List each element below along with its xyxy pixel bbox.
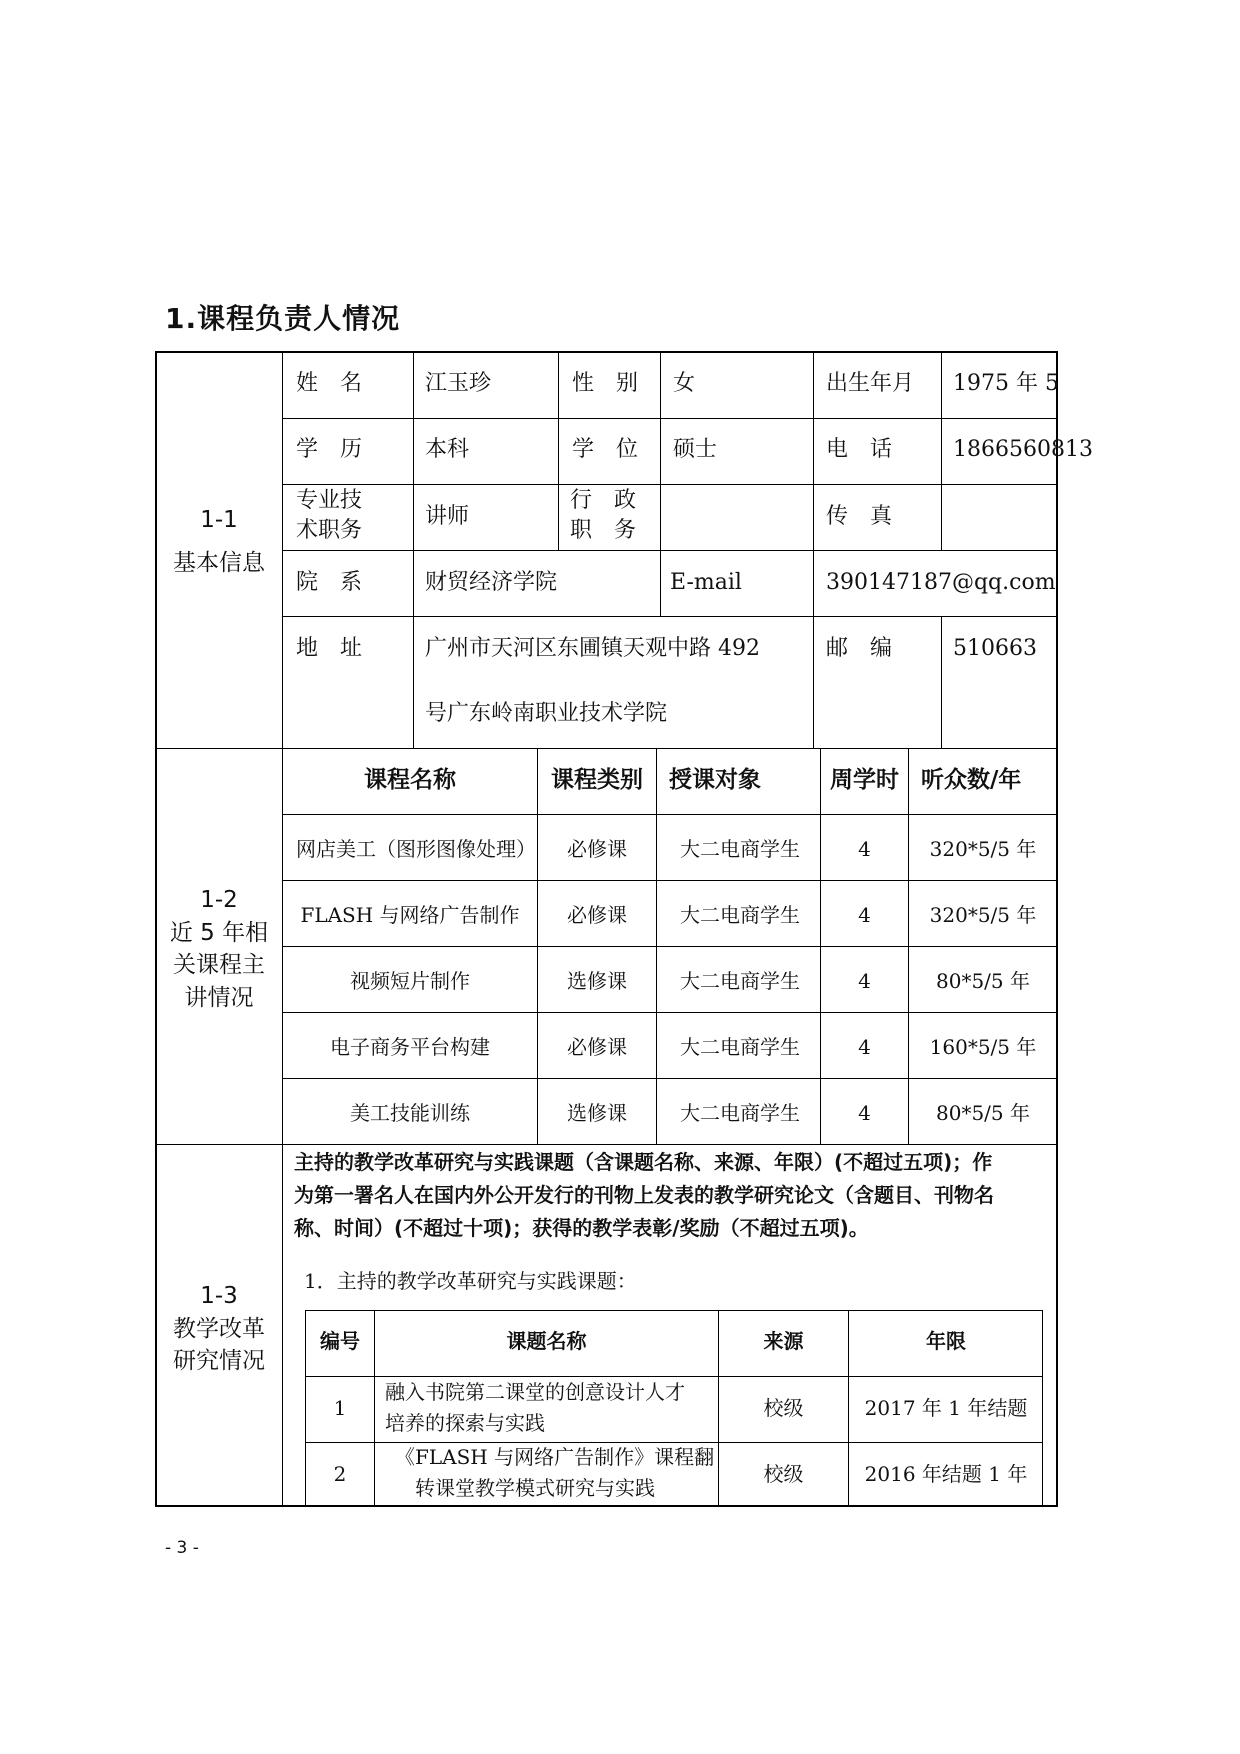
email-label: E-mail: [670, 570, 742, 595]
zip-label: 邮 编: [826, 636, 893, 661]
section-title-line: 讲情况: [184, 984, 254, 1011]
weekly-hours: 4: [858, 837, 871, 861]
column-header: 来源: [763, 1329, 804, 1353]
course-name: 视频短片制作: [350, 969, 470, 993]
course-type: 必修课: [567, 1035, 627, 1059]
education-value: 本科: [425, 437, 470, 462]
degree-value: 硕士: [673, 437, 718, 462]
project-years: 2017 年 1 年结题: [864, 1396, 1028, 1420]
project-source: 校级: [763, 1462, 804, 1486]
title-label-line2: 术职务: [296, 518, 363, 543]
divider: [156, 1144, 1057, 1145]
divider: [282, 814, 1057, 815]
project-name-line1: 融入书院第二课堂的创意设计人才: [385, 1380, 685, 1404]
section-title-line: 关课程主: [173, 952, 265, 979]
column-header: 授课对象: [669, 767, 761, 793]
section-title-line: 教学改革: [173, 1315, 265, 1342]
section-title-line: 近 5 年相: [169, 919, 269, 946]
project-source: 校级: [763, 1396, 804, 1420]
section-label-1-2: [158, 884, 280, 1015]
department-value: 财贸经济学院: [425, 570, 558, 595]
column-header: 课题名称: [506, 1329, 587, 1353]
admin-label-line1: 行 政: [570, 488, 637, 513]
section-number: 1-1: [200, 507, 238, 533]
weekly-hours: 4: [858, 1035, 871, 1059]
weekly-hours: 4: [858, 1101, 871, 1125]
name-label: 姓 名: [296, 371, 363, 396]
section-title-line: 研究情况: [173, 1348, 265, 1375]
title-value: 讲师: [425, 504, 470, 529]
course-audience: 大二电商学生: [680, 969, 800, 993]
divider: [282, 946, 1057, 947]
divider: [282, 1012, 1057, 1013]
project-name-line1: 《FLASH 与网络广告制作》课程翻: [395, 1445, 715, 1469]
audience-count: 320*5/5 年: [929, 837, 1037, 861]
course-type: 必修课: [567, 837, 627, 861]
zip-value: 510663: [953, 636, 1037, 661]
project-name-line2: 转课堂教学模式研究与实践: [415, 1476, 655, 1500]
column-header: 课程类别: [551, 767, 643, 793]
birth-value: 1975 年 5: [953, 371, 1059, 396]
project-name-line2: 培养的探索与实践: [385, 1411, 545, 1435]
course-audience: 大二电商学生: [680, 1101, 800, 1125]
divider: [660, 352, 661, 616]
divider: [305, 1376, 1043, 1377]
column-header: 听众数/年: [921, 767, 1022, 793]
column-header: 年限: [926, 1329, 966, 1353]
divider: [282, 1078, 1057, 1079]
phone-label: 电 话: [826, 437, 893, 462]
instruction-line: 主持的教学改革研究与实践课题（含课题名称、来源、年限）(不超过五项)；作: [294, 1150, 993, 1174]
divider: [558, 352, 559, 550]
phone-value: 1866560813: [953, 437, 1093, 462]
name-value: 江玉珍: [425, 371, 492, 396]
weekly-hours: 4: [858, 903, 871, 927]
project-number: 2: [333, 1462, 347, 1486]
audience-count: 160*5/5 年: [929, 1035, 1037, 1059]
course-audience: 大二电商学生: [680, 903, 800, 927]
birth-label: 出生年月: [826, 371, 915, 396]
divider: [941, 616, 942, 748]
course-type: 选修课: [567, 969, 627, 993]
divider: [282, 352, 283, 1506]
department-label: 院 系: [296, 570, 363, 595]
divider: [156, 748, 1057, 749]
section-label-1-3: [158, 1280, 280, 1378]
section-heading: 1.课程负责人情况: [165, 302, 401, 335]
column-header: 周学时: [830, 767, 899, 793]
section-title: 基本信息: [173, 549, 265, 576]
section-label-1-1: [158, 504, 280, 579]
weekly-hours: 4: [858, 969, 871, 993]
title-label-line1: 专业技: [296, 488, 363, 513]
course-name: FLASH 与网络广告制作: [300, 903, 520, 927]
education-label: 学 历: [296, 437, 363, 462]
gender-value: 女: [673, 371, 696, 396]
course-name: 电子商务平台构建: [330, 1035, 490, 1059]
course-type: 必修课: [567, 903, 627, 927]
address-label: 地 址: [296, 636, 363, 661]
divider: [656, 748, 657, 1144]
divider: [820, 748, 821, 1144]
page-number: - 3 -: [165, 1538, 199, 1558]
divider: [813, 352, 814, 748]
course-name: 美工技能训练: [350, 1101, 470, 1125]
divider: [282, 880, 1057, 881]
divider: [282, 550, 1057, 551]
gender-label: 性 别: [572, 371, 639, 396]
course-audience: 大二电商学生: [680, 1035, 800, 1059]
section-number: 1-3: [200, 1283, 238, 1309]
email-value: 390147187@qq.com: [826, 570, 1056, 595]
fax-label: 传 真: [826, 504, 893, 529]
audience-count: 80*5/5 年: [936, 969, 1030, 993]
course-type: 选修课: [567, 1101, 627, 1125]
section-number: 1-2: [200, 887, 238, 913]
audience-count: 80*5/5 年: [936, 1101, 1030, 1125]
divider: [537, 748, 538, 1144]
admin-label-line2: 职 务: [570, 518, 637, 543]
divider: [908, 748, 909, 1144]
address-line2: 号广东岭南职业技术学院: [425, 701, 668, 726]
degree-label: 学 位: [572, 437, 639, 462]
course-name: 网店美工（图形图像处理）: [296, 837, 536, 861]
course-audience: 大二电商学生: [680, 837, 800, 861]
divider: [941, 352, 942, 550]
divider: [413, 352, 414, 748]
project-years: 2016 年结题 1 年: [864, 1462, 1028, 1486]
project-number: 1: [333, 1396, 347, 1420]
instruction-line: 为第一署名人在国内外公开发行的刊物上发表的教学研究论文（含题目、刊物名: [294, 1183, 994, 1207]
sub-heading: 1．主持的教学改革研究与实践课题：: [304, 1269, 637, 1293]
address-line1: 广州市天河区东圃镇天观中路 492: [425, 636, 760, 661]
column-header: 课程名称: [364, 767, 456, 793]
instruction-line: 称、时间）(不超过十项)；获得的教学表彰/奖励（不超过五项)。: [294, 1216, 869, 1240]
audience-count: 320*5/5 年: [929, 903, 1037, 927]
divider: [305, 1442, 1043, 1443]
column-header: 编号: [320, 1329, 360, 1353]
